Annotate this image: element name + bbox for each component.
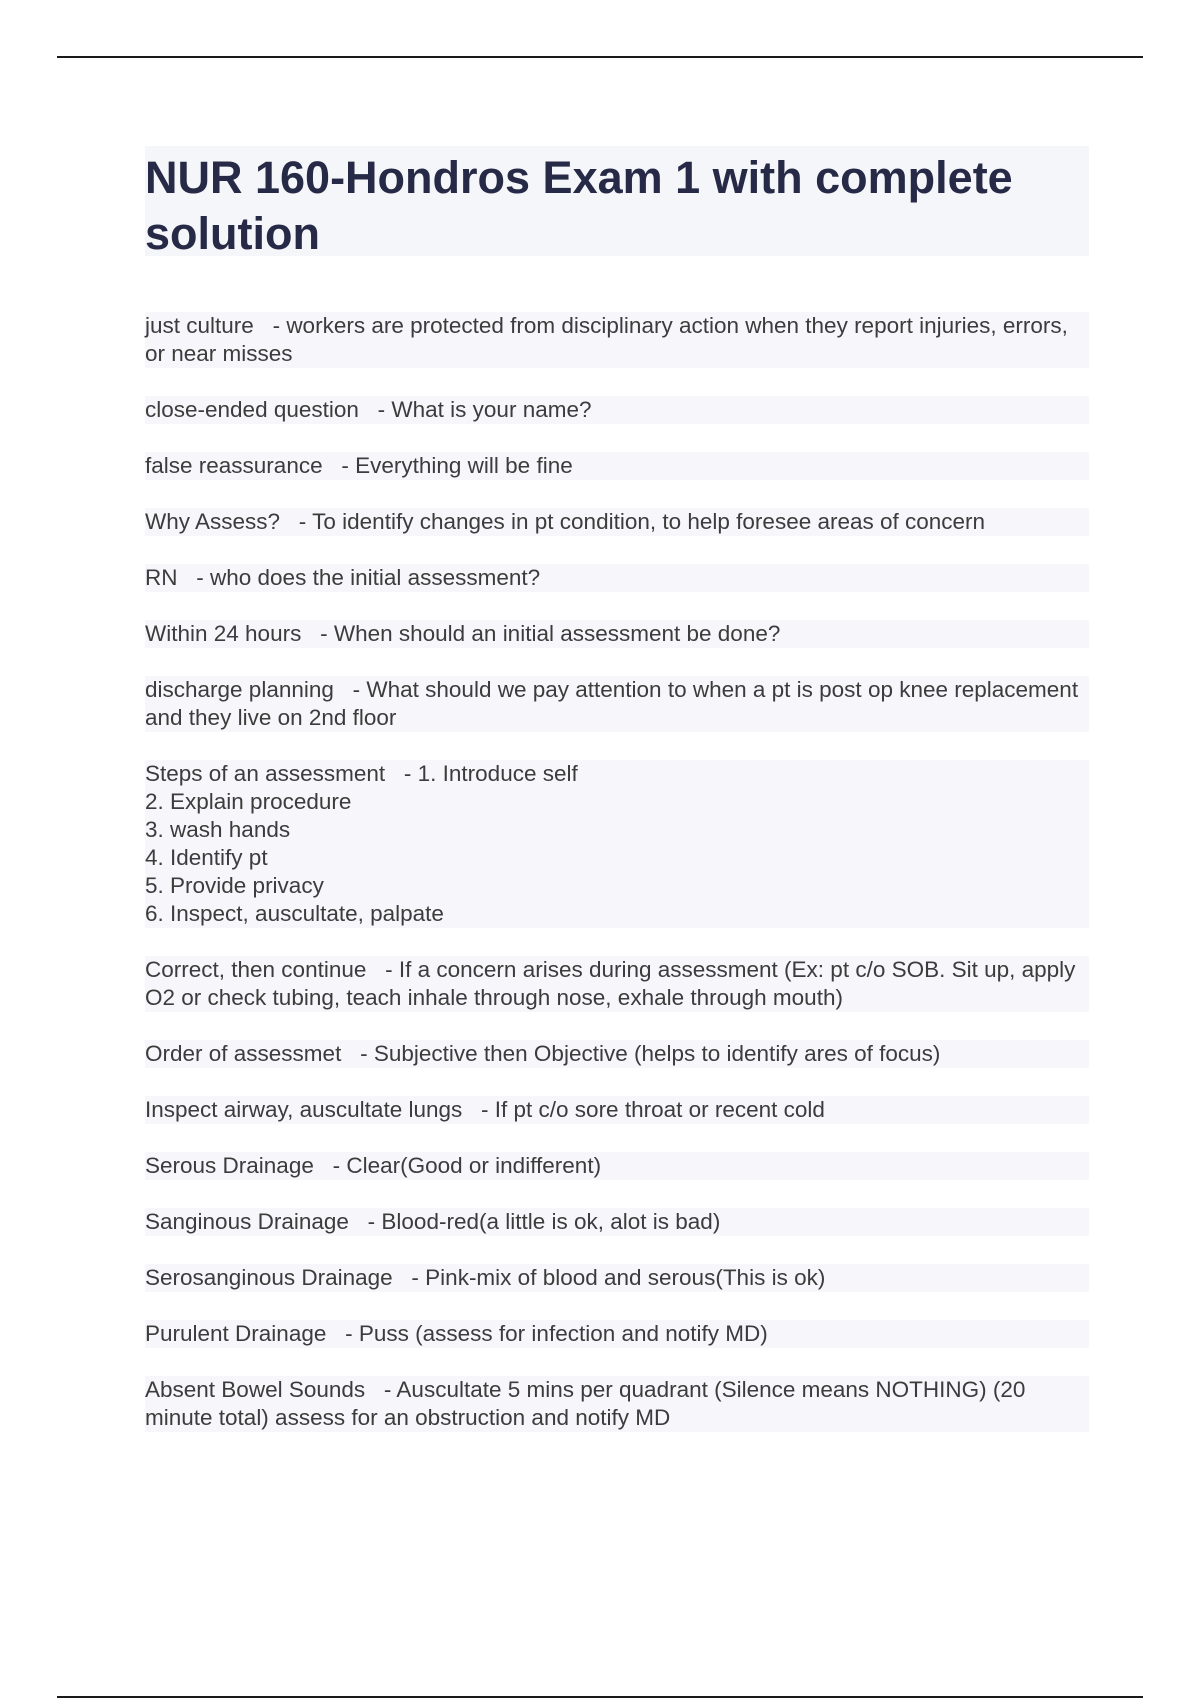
qa-entry: just culture - workers are protected from disciplinary action when they report injuries, errors, or near misses <box>145 312 1089 368</box>
entry-definition: When should an initial assessment be done? <box>333 621 781 646</box>
entry-term: just culture <box>145 313 254 338</box>
qa-entry: Steps of an assessment - 1. Introduce self 2. Explain procedure 3. wash hands 4. Identify pt 5. Provide privacy 6. Inspect, auscultate, palpate <box>145 760 1089 928</box>
entry-term: Steps of an assessment <box>145 761 386 786</box>
entry-term: Serosanginous Drainage <box>145 1265 393 1290</box>
entry-definition: 1. Introduce self 2. Explain procedure 3. wash hands 4. Identify pt 5. Provide privacy 6. Inspect, auscultate, palpate <box>145 761 578 926</box>
entry-definition: Blood-red(a little is ok, alot is bad) <box>381 1209 721 1234</box>
entry-term: Correct, then continue <box>145 957 367 982</box>
entry-definition: Puss (assess for infection and notify MD) <box>358 1321 768 1346</box>
entry-definition: If pt c/o sore throat or recent cold <box>494 1097 825 1122</box>
qa-list <box>145 312 1089 1460</box>
entry-term: Purulent Drainage <box>145 1321 327 1346</box>
qa-entry: Correct, then continue - If a concern arises during assessment (Ex: pt c/o SOB. Sit up, apply O2 or check tubing, teach inhale through nose, exhale through mouth) <box>145 956 1089 1012</box>
entry-definition: workers are protected from disciplinary action when they report injuries, errors, or near misses <box>145 313 1068 366</box>
qa-entry: Inspect airway, auscultate lungs - If pt c/o sore throat or recent cold <box>145 1096 1089 1124</box>
entry-definition: Clear(Good or indifferent) <box>346 1153 602 1178</box>
entry-term: discharge planning <box>145 677 334 702</box>
entry-term: Inspect airway, auscultate lungs <box>145 1097 463 1122</box>
entry-definition: Auscultate 5 mins per quadrant (Silence means NOTHING) (20 minute total) assess for an obstruction and notify MD <box>145 1377 1026 1430</box>
entry-definition: If a concern arises during assessment (Ex: pt c/o SOB. Sit up, apply O2 or check tubing, teach inhale through nose, exhale through mouth) <box>145 957 1076 1010</box>
entry-definition: who does the initial assessment? <box>210 565 541 590</box>
entry-definition: To identify changes in pt condition, to help foresee areas of concern <box>312 509 986 534</box>
entry-term: false reassurance <box>145 453 323 478</box>
bottom-rule <box>57 1696 1143 1698</box>
entry-term: close-ended question <box>145 397 359 422</box>
entry-term: RN <box>145 565 178 590</box>
entry-definition: What is your name? <box>391 397 592 422</box>
qa-entry: Serosanginous Drainage - Pink-mix of blood and serous(This is ok) <box>145 1264 1089 1292</box>
qa-entry: Absent Bowel Sounds - Auscultate 5 mins per quadrant (Silence means NOTHING) (20 minute total) assess for an obstruction and notify MD <box>145 1376 1089 1432</box>
entry-term: Absent Bowel Sounds <box>145 1377 366 1402</box>
qa-entry: discharge planning - What should we pay attention to when a pt is post op knee replacement and they live on 2nd floor <box>145 676 1089 732</box>
qa-entry: Order of assessmet - Subjective then Objective (helps to identify ares of focus) <box>145 1040 1089 1068</box>
entry-term: Order of assessmet <box>145 1041 342 1066</box>
top-rule <box>57 56 1143 58</box>
qa-entry: false reassurance - Everything will be fine <box>145 452 1089 480</box>
title-block <box>145 146 1089 259</box>
entry-definition: What should we pay attention to when a pt is post op knee replacement and they live on 2nd floor <box>145 677 1079 730</box>
entry-definition: Everything will be fine <box>355 453 573 478</box>
qa-entry: Within 24 hours - When should an initial assessment be done? <box>145 620 1089 648</box>
qa-entry: Why Assess? - To identify changes in pt condition, to help foresee areas of concern <box>145 508 1089 536</box>
qa-entry: Sanginous Drainage - Blood-red(a little is ok, alot is bad) <box>145 1208 1089 1236</box>
qa-entry: Purulent Drainage - Puss (assess for infection and notify MD) <box>145 1320 1089 1348</box>
entry-term: Why Assess? <box>145 509 281 534</box>
page-title: NUR 160-Hondros Exam 1 with complete solution <box>145 152 1013 259</box>
entry-term: Sanginous Drainage <box>145 1209 349 1234</box>
entry-definition: Subjective then Objective (helps to identify ares of focus) <box>373 1041 941 1066</box>
entry-term: Serous Drainage <box>145 1153 314 1178</box>
qa-entry: close-ended question - What is your name? <box>145 396 1089 424</box>
entry-definition: Pink-mix of blood and serous(This is ok) <box>425 1265 826 1290</box>
qa-entry: Serous Drainage - Clear(Good or indifferent) <box>145 1152 1089 1180</box>
qa-entry: RN - who does the initial assessment? <box>145 564 1089 592</box>
entry-term: Within 24 hours <box>145 621 302 646</box>
